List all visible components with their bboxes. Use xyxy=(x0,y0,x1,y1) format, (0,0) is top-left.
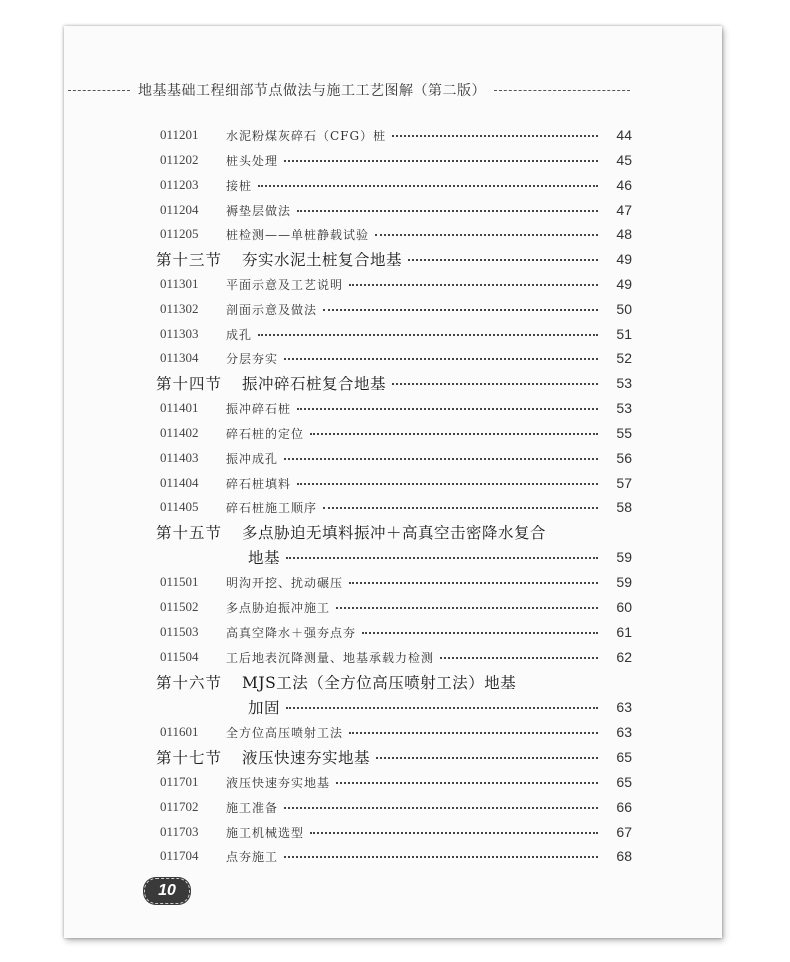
entry-code: 011405 xyxy=(160,499,199,514)
dot-leader xyxy=(336,607,598,609)
entry-title: 振冲碎石桩 xyxy=(226,401,292,416)
entry-code: 011205 xyxy=(160,226,199,241)
entry-title: 碎石桩的定位 xyxy=(226,426,305,441)
dot-leader xyxy=(284,807,598,809)
dot-leader xyxy=(408,259,598,261)
entry-code: 011402 xyxy=(160,425,199,440)
entry-page: 60 xyxy=(616,599,632,615)
entry-title: 高真空降水＋强夯点夯 xyxy=(226,625,357,640)
entry-page: 48 xyxy=(616,226,632,242)
dot-leader xyxy=(297,483,598,485)
entry-code: 011702 xyxy=(160,799,199,814)
entry-title: 水泥粉煤灰碎石（CFG）桩 xyxy=(226,128,387,143)
entry-title: 施工机械选型 xyxy=(226,825,305,840)
entry-title: 点夯施工 xyxy=(226,849,279,864)
dot-leader xyxy=(258,334,598,336)
section-title-continued: 加固 xyxy=(248,699,281,717)
toc-entry[interactable] xyxy=(160,570,632,594)
section-title: 多点胁迫无填料振冲＋高真空击密降水复合 xyxy=(242,524,547,542)
entry-title: 成孔 xyxy=(226,327,253,342)
entry-page: 50 xyxy=(616,301,632,317)
entry-code: 011501 xyxy=(160,574,199,589)
entry-title: 桩检测——单桩静载试验 xyxy=(226,227,370,242)
entry-page: 45 xyxy=(616,152,632,168)
toc-entry[interactable] xyxy=(160,645,632,669)
toc-section-16[interactable] xyxy=(156,670,632,694)
section-title: 液压快速夯实地基 xyxy=(242,749,371,767)
header-rule-left xyxy=(68,90,130,91)
entry-page: 58 xyxy=(616,499,632,515)
section-title: 振冲碎石桩复合地基 xyxy=(242,375,387,393)
entry-page: 51 xyxy=(616,326,632,342)
page-number-badge: 10 xyxy=(144,878,190,904)
entry-page: 46 xyxy=(616,177,632,193)
entry-page: 59 xyxy=(616,574,632,590)
toc-entry[interactable] xyxy=(160,148,632,172)
section-page: 49 xyxy=(616,251,632,267)
toc-section-17[interactable] xyxy=(156,745,632,769)
book-title: 地基基础工程细部节点做法与施工工艺图解（第二版） xyxy=(138,83,486,99)
toc-entry[interactable] xyxy=(160,297,632,321)
section-page: 65 xyxy=(616,749,632,765)
dot-leader xyxy=(392,383,598,385)
toc-entry[interactable] xyxy=(160,720,632,744)
toc-section-14[interactable] xyxy=(156,371,632,395)
entry-title: 多点胁迫振冲施工 xyxy=(226,600,331,615)
toc-entry[interactable] xyxy=(160,322,632,346)
toc-entry[interactable] xyxy=(160,620,632,644)
entry-code: 011703 xyxy=(160,824,199,839)
dot-leader xyxy=(310,433,598,435)
dot-leader xyxy=(336,782,598,784)
entry-title: 施工准备 xyxy=(226,800,279,815)
dot-leader xyxy=(297,210,598,212)
section-number: 第十三节 xyxy=(156,251,223,269)
dot-leader xyxy=(376,757,598,759)
dot-leader xyxy=(286,557,598,559)
entry-code: 011202 xyxy=(160,152,199,167)
entry-page: 56 xyxy=(616,450,632,466)
section-page: 53 xyxy=(616,375,632,391)
dot-leader xyxy=(349,732,598,734)
dot-leader xyxy=(284,358,598,360)
entry-title: 接桩 xyxy=(226,178,253,193)
toc-entry[interactable] xyxy=(160,272,632,296)
toc-section-13[interactable] xyxy=(156,247,632,271)
entry-page: 52 xyxy=(616,350,632,366)
entry-code: 011701 xyxy=(160,774,199,789)
entry-title: 剖面示意及做法 xyxy=(226,302,318,317)
toc-entry[interactable] xyxy=(160,446,632,470)
entry-title: 全方位高压喷射工法 xyxy=(226,725,344,740)
dot-leader xyxy=(362,632,598,634)
dot-leader xyxy=(258,185,598,187)
entry-code: 011304 xyxy=(160,350,199,365)
entry-code: 011601 xyxy=(160,724,199,739)
entry-title: 桩头处理 xyxy=(226,153,279,168)
entry-page: 44 xyxy=(616,127,632,143)
entry-code: 011401 xyxy=(160,400,199,415)
toc-section-15[interactable] xyxy=(156,520,632,544)
section-title: 夯实水泥土桩复合地基 xyxy=(242,251,403,269)
entry-code: 011204 xyxy=(160,202,199,217)
dot-leader xyxy=(297,408,598,410)
toc-section-15-continued[interactable] xyxy=(248,545,632,569)
entry-page: 67 xyxy=(616,824,632,840)
entry-title: 褥垫层做法 xyxy=(226,203,292,218)
toc-entry[interactable] xyxy=(160,396,632,420)
section-title-continued: 地基 xyxy=(248,549,281,567)
entry-title: 振冲成孔 xyxy=(226,451,279,466)
section-title: MJS工法（全方位高压喷射工法）地基 xyxy=(242,674,517,692)
entry-code: 011704 xyxy=(160,848,199,863)
toc-entry[interactable] xyxy=(160,844,632,868)
entry-page: 63 xyxy=(616,724,632,740)
entry-page: 47 xyxy=(616,202,632,218)
entry-code: 011404 xyxy=(160,475,199,490)
section-page: 63 xyxy=(616,699,632,715)
entry-title: 碎石桩施工顺序 xyxy=(226,500,318,515)
toc-entry[interactable] xyxy=(160,795,632,819)
dot-leader xyxy=(392,135,598,137)
entry-page: 68 xyxy=(616,848,632,864)
entry-page: 53 xyxy=(616,400,632,416)
dot-leader xyxy=(440,657,598,659)
entry-page: 61 xyxy=(616,624,632,640)
section-number: 第十四节 xyxy=(156,375,223,393)
entry-title: 平面示意及工艺说明 xyxy=(226,277,344,292)
entry-code: 011201 xyxy=(160,127,199,142)
dot-leader xyxy=(323,507,598,509)
toc-entry[interactable] xyxy=(160,123,632,147)
toc-entry[interactable] xyxy=(160,820,632,844)
entry-code: 011502 xyxy=(160,599,199,614)
entry-page: 55 xyxy=(616,425,632,441)
toc-section-16-continued[interactable] xyxy=(248,695,632,719)
entry-title: 工后地表沉降测量、地基承载力检测 xyxy=(226,650,435,665)
entry-page: 65 xyxy=(616,774,632,790)
entry-code: 011504 xyxy=(160,649,199,664)
entry-code: 011302 xyxy=(160,301,199,316)
dot-leader xyxy=(284,856,598,858)
dot-leader xyxy=(349,582,598,584)
dot-leader xyxy=(323,309,598,311)
header-rule-right xyxy=(494,90,630,91)
dot-leader xyxy=(286,707,598,709)
entry-page: 62 xyxy=(616,649,632,665)
dot-leader xyxy=(375,234,598,236)
toc-entry[interactable] xyxy=(160,222,632,246)
section-page: 59 xyxy=(616,549,632,565)
entry-code: 011303 xyxy=(160,326,199,341)
entry-code: 011203 xyxy=(160,177,199,192)
toc-entry[interactable] xyxy=(160,198,632,222)
toc-entry[interactable] xyxy=(160,495,632,519)
dot-leader xyxy=(284,160,598,162)
entry-page: 66 xyxy=(616,799,632,815)
toc-entry[interactable] xyxy=(160,595,632,619)
toc-entry[interactable] xyxy=(160,471,632,495)
entry-code: 011301 xyxy=(160,276,199,291)
toc-entry[interactable] xyxy=(160,346,632,370)
toc-entry[interactable] xyxy=(160,173,632,197)
entry-page: 57 xyxy=(616,475,632,491)
entry-title: 分层夯实 xyxy=(226,351,279,366)
dot-leader xyxy=(284,458,598,460)
dot-leader xyxy=(349,284,598,286)
section-number: 第十六节 xyxy=(156,674,223,692)
toc-entry[interactable] xyxy=(160,770,632,794)
entry-title: 液压快速夯实地基 xyxy=(226,775,331,790)
toc-entry[interactable] xyxy=(160,421,632,445)
running-header xyxy=(64,80,722,100)
entry-title: 明沟开挖、扰动碾压 xyxy=(226,575,344,590)
section-number: 第十七节 xyxy=(156,749,223,767)
book-page xyxy=(64,26,722,938)
dot-leader xyxy=(310,832,598,834)
entry-code: 011503 xyxy=(160,624,199,639)
entry-page: 49 xyxy=(616,276,632,292)
entry-title: 碎石桩填料 xyxy=(226,476,292,491)
section-number: 第十五节 xyxy=(156,524,223,542)
entry-code: 011403 xyxy=(160,450,199,465)
